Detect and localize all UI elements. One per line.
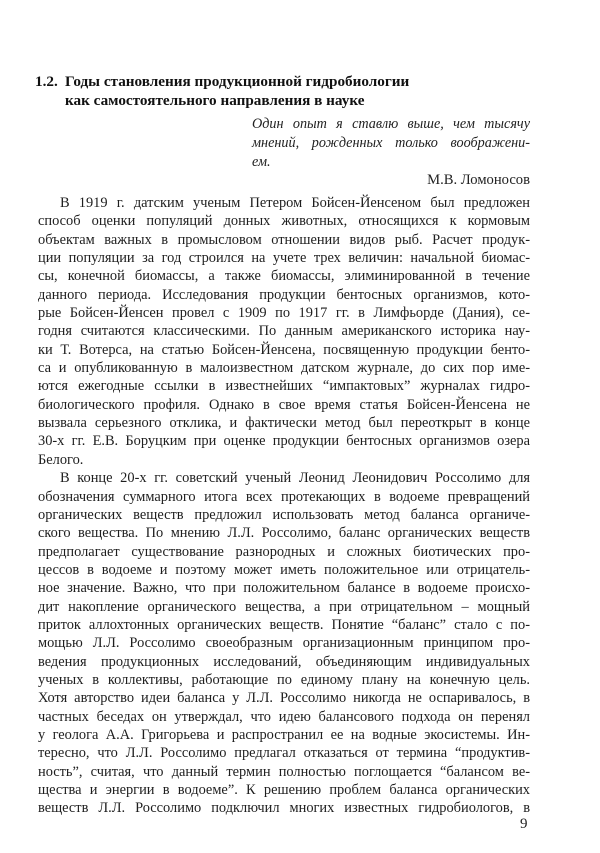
text-line: у геолога А.А. Григорьева и распространил ее на водные экосистемы. Ин- (38, 726, 530, 743)
text-line: способ оценки популяций донных животных, относящихся к кормовым (38, 213, 530, 230)
text-line: ученых в коллективы, работающие по единому плану на конечную цель. (38, 671, 530, 688)
text-line: Хотя авторство идеи баланса у Л.Л. Россолимо никогда не оспаривалось, в (38, 690, 530, 707)
text-line: ное значение. Важно, что при положительном балансе в водоеме происхо- (38, 580, 530, 597)
text-line: ведения продукционных исследований, объединяющим индивидуальных (38, 653, 530, 670)
text-line: приток аллохтонных органических веществ. Понятие “баланс” стало с по- (38, 616, 530, 633)
text-line: щества и энергии в водоеме”. К решению проблем баланса органических (38, 782, 530, 798)
text-line: ского вещества. По мнению Л.Л. Россолимо, баланс органических веществ (38, 525, 530, 542)
epigraph (252, 115, 530, 172)
text-line: са и опубликованную в малоизвестном датском журнале, до сих пор име- (38, 360, 530, 377)
epigraph-line: мнений, рожденных только воображени- (252, 135, 530, 151)
text-line: В конце 20-х гг. советский ученый Леонид Леонидович Россолимо для (60, 470, 530, 487)
section-number: 1.2. (35, 73, 58, 90)
text-line: ются ежегодные ссылки в известнейших “импактовых” журналах гидро- (38, 378, 530, 395)
text-line: ки Т. Вотерса, на статью Бойсен-Йенсена, посвященную продукции бенто- (38, 341, 530, 358)
text-line: мощью Л.Л. Россолимо своеобразным организационным принципом про- (38, 635, 530, 652)
text-line: годня считаются классическими. По данным американского историка нау- (38, 323, 530, 340)
epigraph-line: ем. (252, 154, 271, 170)
section-heading (35, 72, 409, 110)
text-line: веществ Л.Л. Россолимо подключил многих известных гидробиологов, в (38, 800, 530, 817)
text-line: биологического профиля. Однако в свое время статья Бойсен-Йенсена не (38, 396, 530, 413)
text-line: Белого. (38, 451, 84, 468)
text-line: органических веществ предложил использовать метод баланса органиче- (38, 506, 530, 523)
epigraph-line: Один опыт я ставлю выше, чем тысячу (252, 116, 530, 132)
text-line: цессов в водоеме и поэтому может иметь положительное или отрицатель- (38, 561, 530, 578)
section-title-line-1: Годы становления продукционной гидробиологии (65, 73, 410, 90)
paragraph-1 (38, 194, 530, 469)
text-line: В 1919 г. датским ученым Петером Бойсен-Йенсеном был предложен (60, 195, 530, 211)
paragraph-2 (38, 469, 530, 818)
text-line: тересно, что Л.Л. Россолимо предлагал отказаться от термина “продуктив- (38, 745, 530, 762)
text-line: данного периода. Исследования продукции бентосных организмов, кото- (38, 286, 530, 303)
text-line: сы, конечной биомассы, а также биомассы, элиминированной в течение (38, 268, 530, 285)
text-line: ность”, считая, что данный термин полностью поглощается “балансом ве- (38, 763, 530, 780)
text-line: обозначения суммарного итога всех протекающих в водоеме превращений (38, 488, 530, 505)
text-line: дит накопление органического вещества, а при отрицательном – мощный (38, 598, 530, 615)
text-line: вызвала серьезного отклика, и фактически метод был переоткрыт в конце (38, 415, 530, 432)
text-line: ции популяции за год строился на учете трех величин: начальной биомас- (38, 250, 530, 267)
body-text (38, 194, 530, 818)
text-line: частных беседах он утверждал, что идею балансового подхода он перенял (38, 708, 530, 725)
text-line: предполагает существование разнородных и сложных биотических про- (38, 543, 530, 560)
section-title-line-2: как самостоятельного направления в науке (65, 92, 365, 109)
text-line: объектам важных в промысловом отношении видов рыб. Расчет продук- (38, 231, 530, 248)
text-line: рые Бойсен-Йенсен провел с 1909 по 1917 гг. в Лимфьорде (Дания), се- (38, 305, 530, 322)
epigraph-author: М.В. Ломоносов (427, 172, 530, 188)
page-number: 9 (520, 816, 528, 832)
text-line: 30-х гг. Е.В. Боруцким при оценке продукции бентосных организмов озера (38, 433, 530, 450)
section-heading-line-1 (35, 72, 409, 91)
